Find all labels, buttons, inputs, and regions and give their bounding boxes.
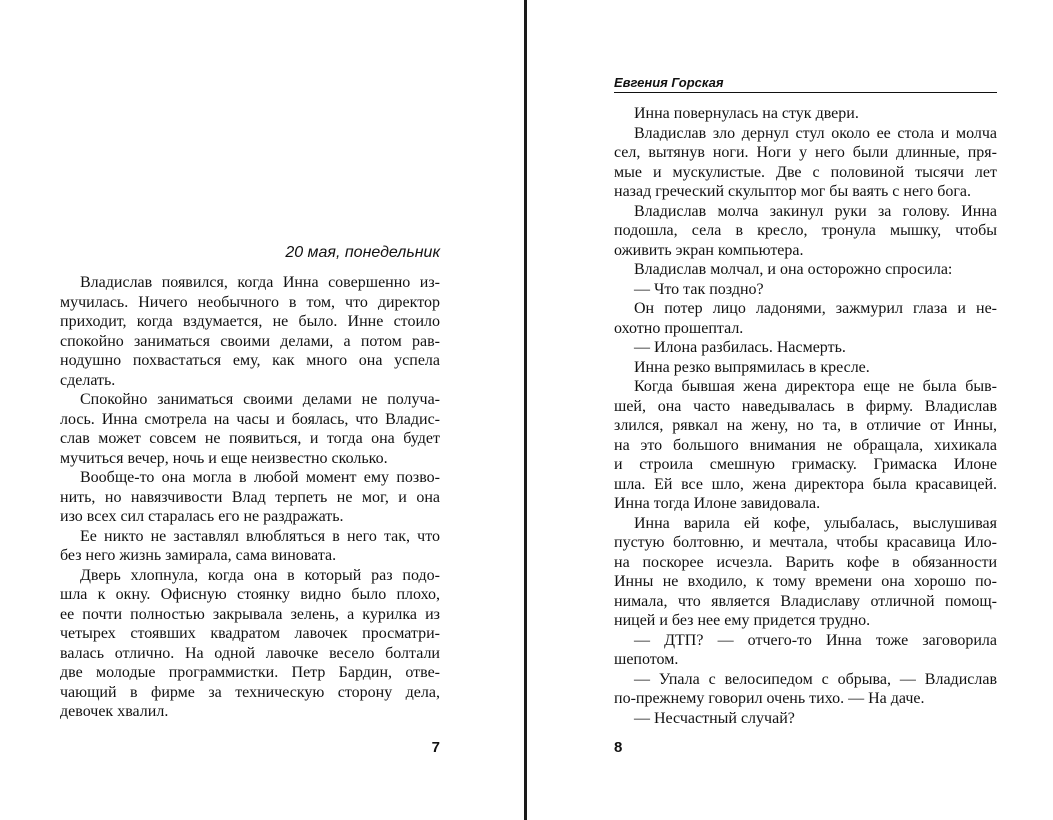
text-line: Инны не входило, к тому времени она хорошо по- xyxy=(614,573,997,590)
chapter-date-heading: 20 мая, понедельник xyxy=(285,244,440,261)
text-line: без него жизнь замирала, сама виновата. xyxy=(60,547,337,564)
text-line: шла к окну. Офисную стоянку видно было плохо, xyxy=(60,586,440,603)
text-line: Когда бывшая жена директора еще не была быв- xyxy=(634,378,997,395)
text-line: спокойно заниматься своими делами, а потом рав- xyxy=(60,332,440,350)
text-line: — Несчастный случай? xyxy=(634,709,795,727)
text-line: Спокойно заниматься своими делами не получа- xyxy=(80,391,440,408)
text-line: сел, вытянув ноги. Ноги у него были длинные, пря- xyxy=(614,144,997,161)
text-line: слав может совсем не появиться, и тогда она будет xyxy=(60,430,440,447)
text-line: — ДТП? — отчего-то Инна тоже заговорила xyxy=(634,631,997,649)
text-line: Инна повернулась на стук двери. xyxy=(634,105,859,122)
text-line: шла. Ей все шло, жена директора была красавицей. xyxy=(614,475,997,493)
running-head-author: Евгения Горская xyxy=(614,75,724,90)
page-number-left: 7 xyxy=(431,739,440,756)
text-line: ницей и без нее ему придется трудно. xyxy=(614,612,871,629)
text-line: — Упала с велосипедом с обрыва, — Владислав xyxy=(634,670,997,688)
text-line: охотно прошептал. xyxy=(614,319,744,337)
left-page xyxy=(60,0,440,820)
text-line: лось. Инна смотрела на часы и боялась, что Владис- xyxy=(60,410,440,428)
book-spine-divider xyxy=(524,0,527,820)
page-number-right: 8 xyxy=(614,739,623,756)
text-line: изо всех сил старалась его не раздражать. xyxy=(60,508,344,525)
text-line: оживить экран компьютера. xyxy=(614,241,804,259)
text-line: Вообще-то она могла в любой момент ему позво- xyxy=(80,469,440,486)
text-line: Дверь хлопнула, когда она в который раз подо- xyxy=(80,566,440,584)
text-line: две молодые программистки. Петр Бардин, отве- xyxy=(60,664,440,681)
text-line: ее почти полностью закрывала зелень, а курилка из xyxy=(60,605,440,623)
right-page-body-text xyxy=(614,104,997,728)
text-line: и строила смешную гримаску. Гримаска Илоне xyxy=(614,456,997,473)
text-line: Инна тогда Илоне завидовала. xyxy=(614,495,821,512)
text-line: сделать. xyxy=(60,371,116,389)
text-line: злился, рявкал на жену, но та, в отличие от Инны, xyxy=(614,417,997,434)
running-head xyxy=(614,74,997,93)
text-line: мучиться вечер, ночь и еще неизвестно сколько. xyxy=(60,449,388,467)
text-line: мучилась. Ничего необычного в том, что директор xyxy=(60,293,440,311)
text-line: подошла, села в кресло, тронула мышку, чтобы xyxy=(614,222,997,239)
left-page-body-text xyxy=(60,273,440,722)
text-line: Владислав появился, когда Инна совершенно из- xyxy=(80,274,440,291)
text-line: — Что так поздно? xyxy=(634,280,764,298)
text-line: Владислав молчал, и она осторожно спросила: xyxy=(634,261,953,278)
text-line: нить, но навязчивости Влад терпеть не мог, и она xyxy=(60,488,440,506)
text-line: Ее никто не заставлял влюбляться в него так, что xyxy=(80,527,440,545)
text-line: нимала, что является Владиславу отличной помощ- xyxy=(614,592,997,610)
text-line: Инна резко выпрямилась в кресле. xyxy=(634,358,870,376)
text-line: по-прежнему говорил очень тихо. — На даче. xyxy=(614,690,925,707)
text-line: Он потер лицо ладонями, зажмурил глаза и не- xyxy=(634,300,997,317)
text-line: приходит, когда вздумается, не было. Инне стоило xyxy=(60,313,440,330)
text-line: мые и мускулистые. Две с половиной тысячи лет xyxy=(614,163,997,181)
text-line: пустую болтовню, и мечтала, чтобы красавица Ило- xyxy=(614,534,997,551)
text-line: на поскорее исчезла. Варить кофе в обязанности xyxy=(614,553,997,571)
text-line: на это большого внимания не обращала, хихикала xyxy=(614,436,997,454)
text-line: чающий в фирме за техническую сторону дела, xyxy=(60,683,440,701)
text-line: — Илона разбилась. Насмерть. xyxy=(634,339,846,356)
text-line: девочек хвалил. xyxy=(60,703,169,720)
text-line: четырех стоявших квадратом лавочек просматри- xyxy=(60,625,440,642)
right-page xyxy=(614,0,997,820)
text-line: нодушно похвастаться ему, как много она успела xyxy=(60,352,440,369)
text-line: валась отлично. На одной лавочке весело болтали xyxy=(60,644,440,662)
text-line: шей, она часто наведывалась в фирму. Владислав xyxy=(614,397,997,415)
text-line: Инна варила ей кофе, улыбалась, выслушивая xyxy=(634,514,997,532)
text-line: Владислав зло дернул стул около ее стола и молча xyxy=(634,124,997,142)
text-line: назад греческий скульптор мог бы ваять с него бога. xyxy=(614,183,972,200)
text-line: шепотом. xyxy=(614,651,679,668)
text-line: Владислав молча закинул руки за голову. Инна xyxy=(634,202,997,220)
